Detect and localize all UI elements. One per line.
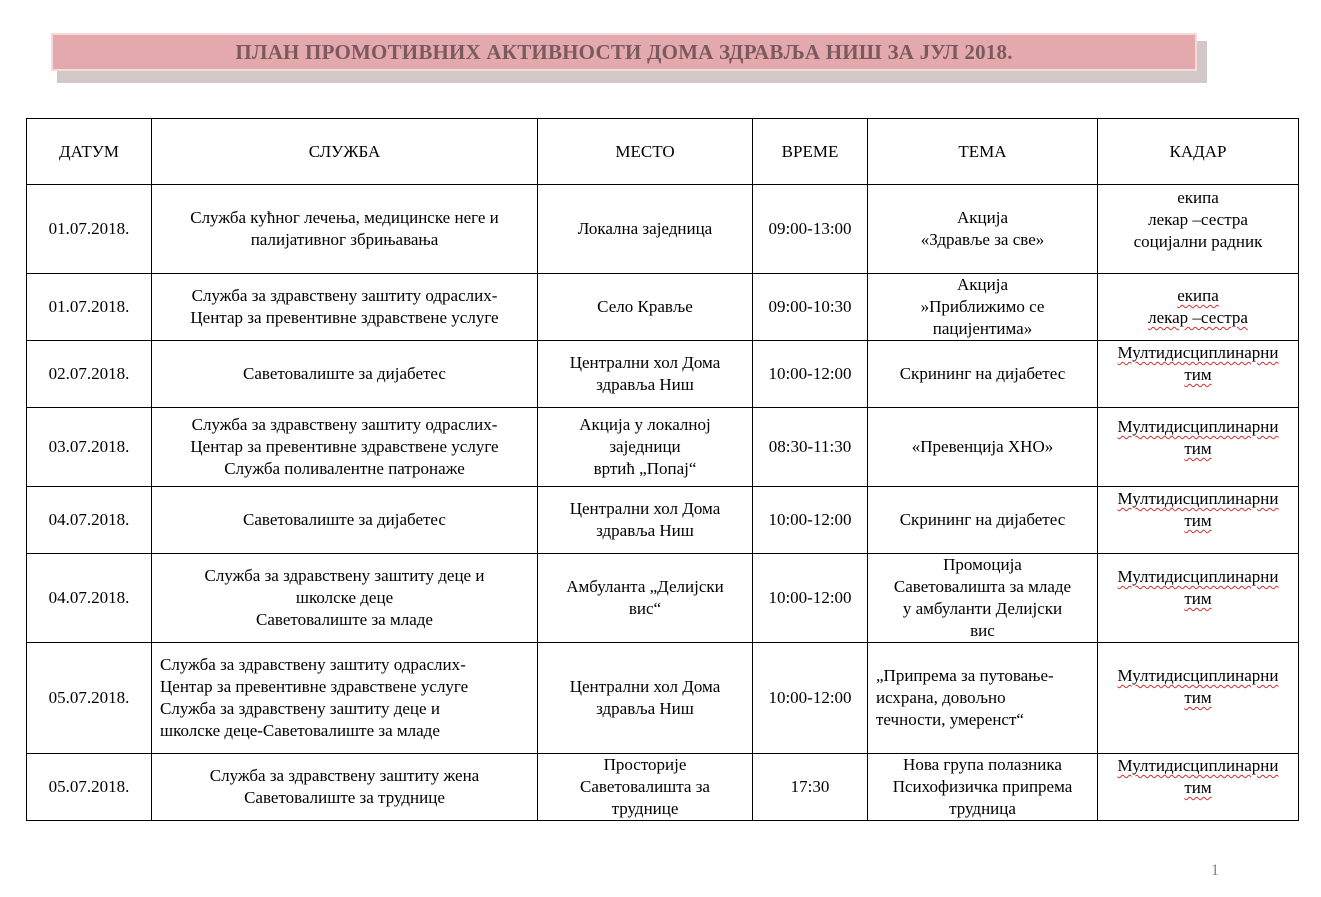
cell-topic: Нова група полазника Психофизичка припрема трудница <box>868 754 1098 821</box>
cell-time: 10:00-12:00 <box>753 487 868 554</box>
cell-staff: екипа лекар –сестра социјални радник <box>1098 185 1299 274</box>
cell-service: Саветовалиште за дијабетес <box>152 341 538 408</box>
document-title: ПЛАН ПРОМОТИВНИХ АКТИВНОСТИ ДОМА ЗДРАВЉА НИШ ЗА ЈУЛ 2018. <box>235 39 1013 64</box>
header-time: ВРЕМЕ <box>753 119 868 185</box>
cell-topic: Акција «Здравље за све» <box>868 185 1098 274</box>
cell-place: Локална заједница <box>538 185 753 274</box>
cell-service: Служба за здравствену заштиту одраслих- Центар за превентивне здравствене услуге Служба за здравствену заштиту деце и школске деце-Саветовалиште за младе <box>152 643 538 754</box>
cell-time: 10:00-12:00 <box>753 643 868 754</box>
table-row <box>27 408 1299 487</box>
cell-service: Служба за здравствену заштиту деце и школске деце Саветовалиште за младе <box>152 554 538 643</box>
table-row <box>27 487 1299 554</box>
cell-topic: «Превенција ХНО» <box>868 408 1098 487</box>
cell-time: 09:00-10:30 <box>753 274 868 341</box>
cell-place: Просторије Саветовалишта за труднице <box>538 754 753 821</box>
cell-topic: Скрининг на дијабетес <box>868 341 1098 408</box>
cell-date: 04.07.2018. <box>27 487 152 554</box>
title-banner <box>51 33 1201 75</box>
cell-date: 01.07.2018. <box>27 185 152 274</box>
cell-place: Акција у локалној заједници вртић „Попај“ <box>538 408 753 487</box>
cell-topic: Промоција Саветовалишта за младе у амбуланти Делијски вис <box>868 554 1098 643</box>
header-place: МЕСТО <box>538 119 753 185</box>
cell-service: Саветовалиште за дијабетес <box>152 487 538 554</box>
cell-date: 02.07.2018. <box>27 341 152 408</box>
cell-staff: екипа лекар –сестра <box>1098 274 1299 341</box>
cell-date: 04.07.2018. <box>27 554 152 643</box>
cell-service: Служба за здравствену заштиту одраслих- Центар за превентивне здравствене услуге <box>152 274 538 341</box>
cell-service: Служба за здравствену заштиту одраслих- Центар за превентивне здравствене услуге Служба поливалентне патронаже <box>152 408 538 487</box>
cell-staff: Мултидисциплинарни тим <box>1098 554 1299 643</box>
header-date: ДАТУМ <box>27 119 152 185</box>
cell-place: Амбуланта „Делијски вис“ <box>538 554 753 643</box>
cell-time: 17:30 <box>753 754 868 821</box>
cell-date: 05.07.2018. <box>27 643 152 754</box>
cell-place: Централни хол Дома здравља Ниш <box>538 487 753 554</box>
cell-staff: Мултидисциплинарни тим <box>1098 487 1299 554</box>
title-box <box>51 33 1197 71</box>
cell-date: 03.07.2018. <box>27 408 152 487</box>
cell-staff: Мултидисциплинарни тим <box>1098 754 1299 821</box>
table-row <box>27 554 1299 643</box>
table-row <box>27 643 1299 754</box>
cell-date: 05.07.2018. <box>27 754 152 821</box>
cell-date: 01.07.2018. <box>27 274 152 341</box>
table-row <box>27 341 1299 408</box>
activities-table <box>26 118 1299 821</box>
cell-staff: Мултидисциплинарни тим <box>1098 643 1299 754</box>
cell-topic: Акција »Приближимо се пацијентима» <box>868 274 1098 341</box>
header-topic: ТЕМА <box>868 119 1098 185</box>
cell-place: Централни хол Дома здравља Ниш <box>538 341 753 408</box>
page-number: 1 <box>1211 862 1219 879</box>
cell-time: 08:30-11:30 <box>753 408 868 487</box>
table-row <box>27 754 1299 821</box>
cell-time: 09:00-13:00 <box>753 185 868 274</box>
header-service: СЛУЖБА <box>152 119 538 185</box>
cell-place: Централни хол Дома здравља Ниш <box>538 643 753 754</box>
cell-staff: Мултидисциплинарни тим <box>1098 408 1299 487</box>
table-row <box>27 185 1299 274</box>
cell-staff: Мултидисциплинарни тим <box>1098 341 1299 408</box>
header-staff: КАДАР <box>1098 119 1299 185</box>
header-row <box>27 119 1299 185</box>
cell-place: Село Кравље <box>538 274 753 341</box>
cell-time: 10:00-12:00 <box>753 341 868 408</box>
cell-topic: „Припрема за путовање- исхрана, довољно течности, умеренст“ <box>868 643 1098 754</box>
cell-time: 10:00-12:00 <box>753 554 868 643</box>
cell-service: Служба кућног лечења, медицинске неге и палијативног збрињавања <box>152 185 538 274</box>
cell-topic: Скрининг на дијабетес <box>868 487 1098 554</box>
cell-service: Служба за здравствену заштиту жена Саветовалиште за труднице <box>152 754 538 821</box>
table-row <box>27 274 1299 341</box>
